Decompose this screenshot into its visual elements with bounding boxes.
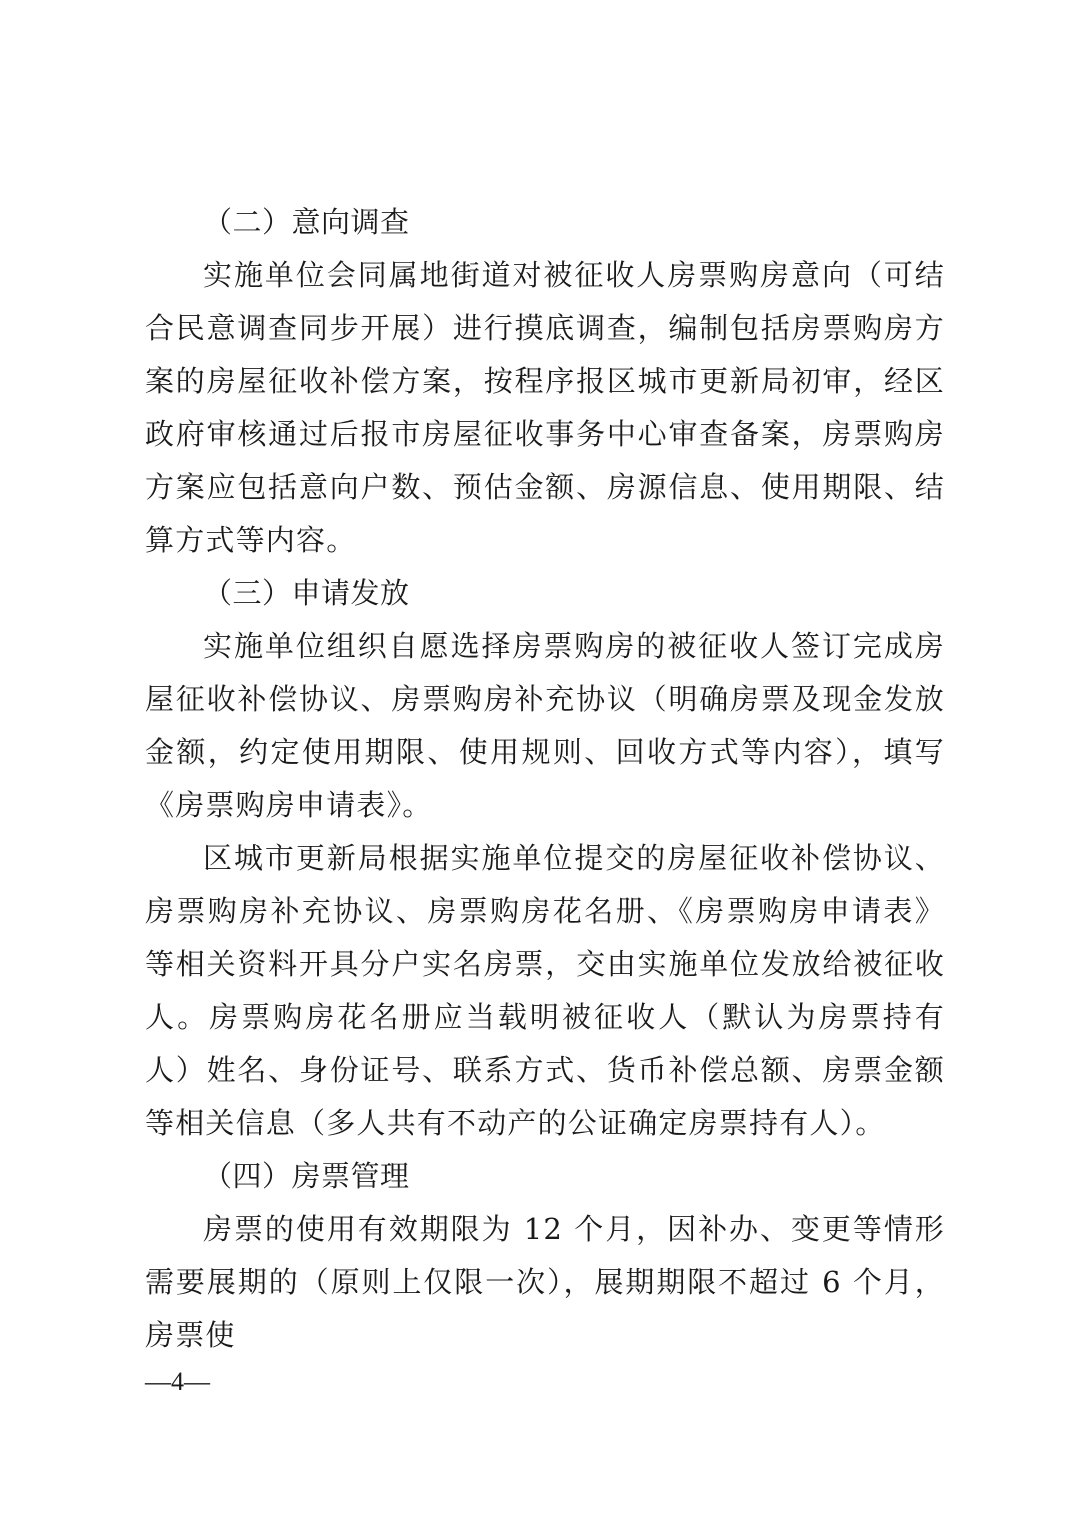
paragraph-application-agreement: 实施单位组织自愿选择房票购房的被征收人签订完成房屋征收补偿协议、房票购房补充协议（明确房票及现金发放金额，约定使用期限、使用规则、回收方式等内容），填写《房票购房申请表》。: [145, 629, 945, 822]
paragraph-issuance-roster: 区城市更新局根据实施单位提交的房屋征收补偿协议、房票购房补充协议、房票购房花名册、《房票购房申请表》等相关资料开具分户实名房票，交由实施单位发放给被征收人。房票购房花名册应当载明被征收人（默认为房票持有人）姓名、身份证号、联系方式、货币补偿总额、房票金额等相关信息（多人共有不动产的公证确定房票持有人）。: [145, 841, 945, 1140]
page-number: —4—: [145, 1367, 210, 1396]
section-heading-voucher-management: （四）房票管理: [203, 1159, 410, 1193]
document-body: [145, 196, 945, 1362]
section-heading-intent-survey: （二）意向调查: [203, 205, 410, 239]
paragraph-voucher-validity: 房票的使用有效期限为 12 个月，因补办、变更等情形需要展期的（原则上仅限一次），展期期限不超过 6 个月，房票使: [145, 1212, 945, 1352]
section-heading-application-issuance: （三）申请发放: [203, 576, 410, 610]
paragraph-intent-survey: 实施单位会同属地街道对被征收人房票购房意向（可结合民意调查同步开展）进行摸底调查，编制包括房票购房方案的房屋征收补偿方案，按程序报区城市更新局初审，经区政府审核通过后报市房屋征收事务中心审查备案，房票购房方案应包括意向户数、预估金额、房源信息、使用期限、结算方式等内容。: [145, 258, 945, 557]
